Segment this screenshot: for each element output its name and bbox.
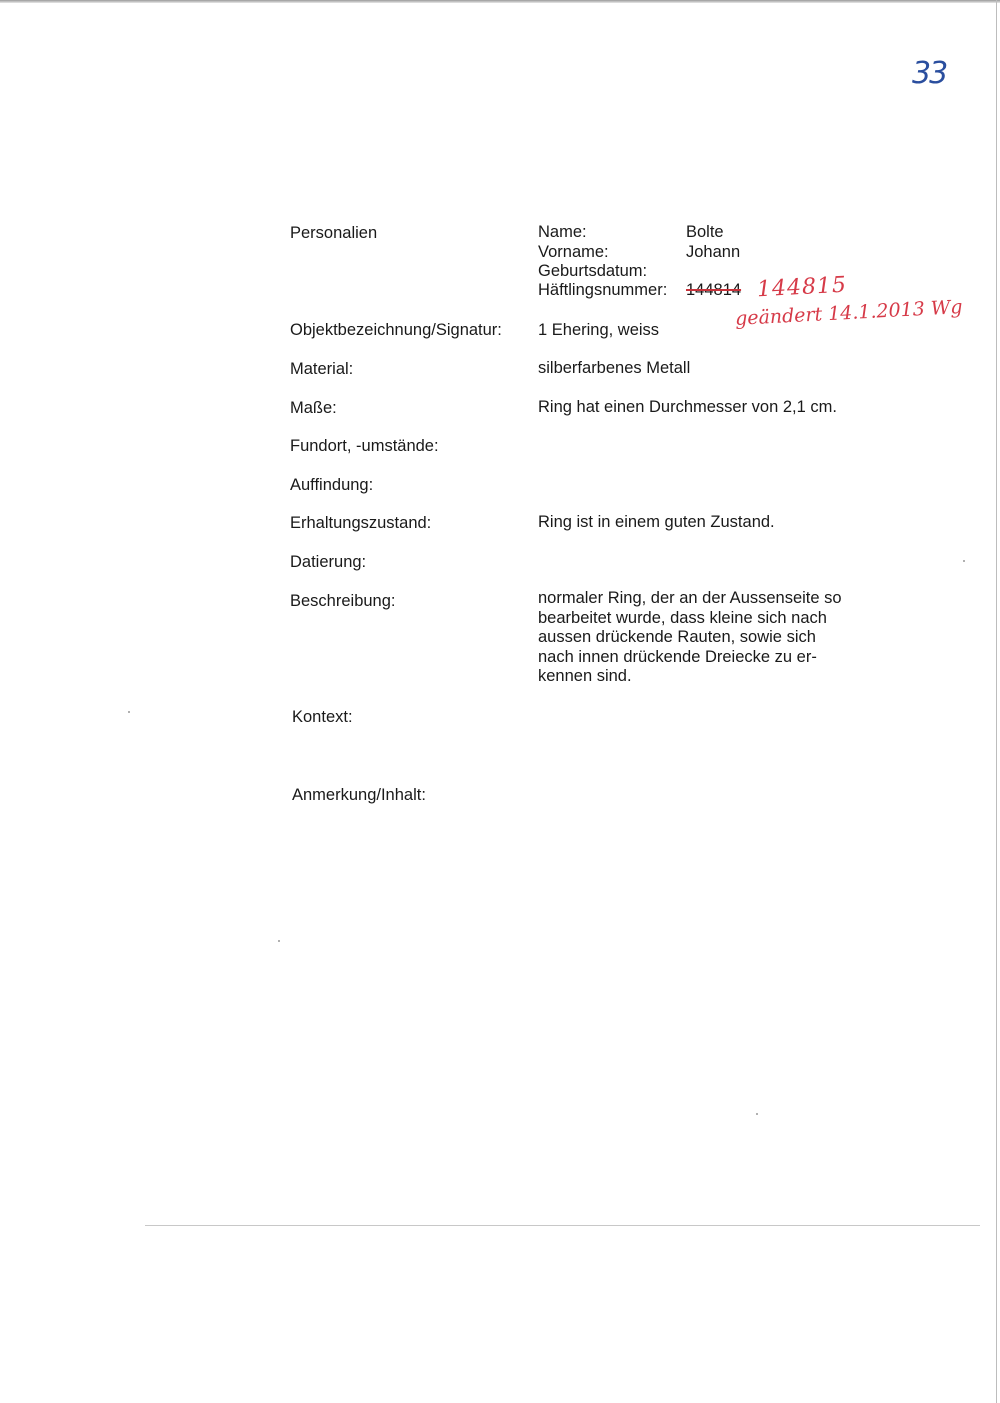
auffindung-label: Auffindung:: [290, 476, 374, 494]
haeftlingsnummer-value-struck: 144814: [686, 281, 742, 299]
objekt-value: 1 Ehering, weiss: [538, 321, 660, 339]
beschreibung-value: [538, 589, 868, 687]
name-key: Name:: [538, 223, 587, 241]
scan-speck: [963, 560, 965, 562]
beschreibung-line: kennen sind.: [538, 667, 632, 686]
erhaltung-label: Erhaltungszustand:: [290, 514, 432, 532]
vorname-value: Johann: [686, 243, 741, 261]
material-value: silberfarbenes Metall: [538, 359, 691, 377]
scan-speck: [756, 1113, 758, 1115]
beschreibung-line: normaler Ring, der an der Aussenseite so: [538, 589, 842, 607]
kontext-label: Kontext:: [292, 708, 353, 726]
objekt-label: Objektbezeichnung/Signatur:: [290, 321, 502, 339]
beschreibung-line: nach innen drückende Dreiecke zu er-: [538, 647, 817, 666]
masse-label: Maße:: [290, 399, 337, 417]
datierung-label: Datierung:: [290, 553, 367, 571]
erhaltung-value: Ring ist in einem guten Zustand.: [538, 513, 775, 531]
handwritten-corrected-number: 144815: [756, 272, 848, 303]
scan-speck: [128, 711, 130, 713]
geburtsdatum-key: Geburtsdatum:: [538, 262, 648, 280]
name-value: Bolte: [686, 223, 724, 241]
beschreibung-label: Beschreibung:: [290, 592, 396, 610]
beschreibung-line: aussen drückende Rauten, sowie sich: [538, 628, 816, 647]
material-label: Material:: [290, 360, 354, 378]
handwritten-correction-note: geändert 14.1.2013 Wg: [734, 296, 963, 330]
fundort-label: Fundort, -umstände:: [290, 437, 439, 455]
scan-edge-right: [996, 0, 997, 1403]
beschreibung-line: bearbeitet wurde, dass kleine sich nach: [538, 608, 827, 627]
vorname-key: Vorname:: [538, 243, 609, 261]
page-number: 33: [912, 56, 947, 91]
scan-edge-bottom: [145, 1225, 980, 1226]
masse-value: Ring hat einen Durchmesser von 2,1 cm.: [538, 398, 837, 416]
anmerkung-label: Anmerkung/Inhalt:: [292, 786, 426, 804]
scan-edge-top: [0, 0, 1000, 3]
haeftlingsnummer-key: Häftlingsnummer:: [538, 281, 668, 299]
personalien-label: Personalien: [290, 224, 378, 242]
scan-speck: [278, 940, 280, 942]
